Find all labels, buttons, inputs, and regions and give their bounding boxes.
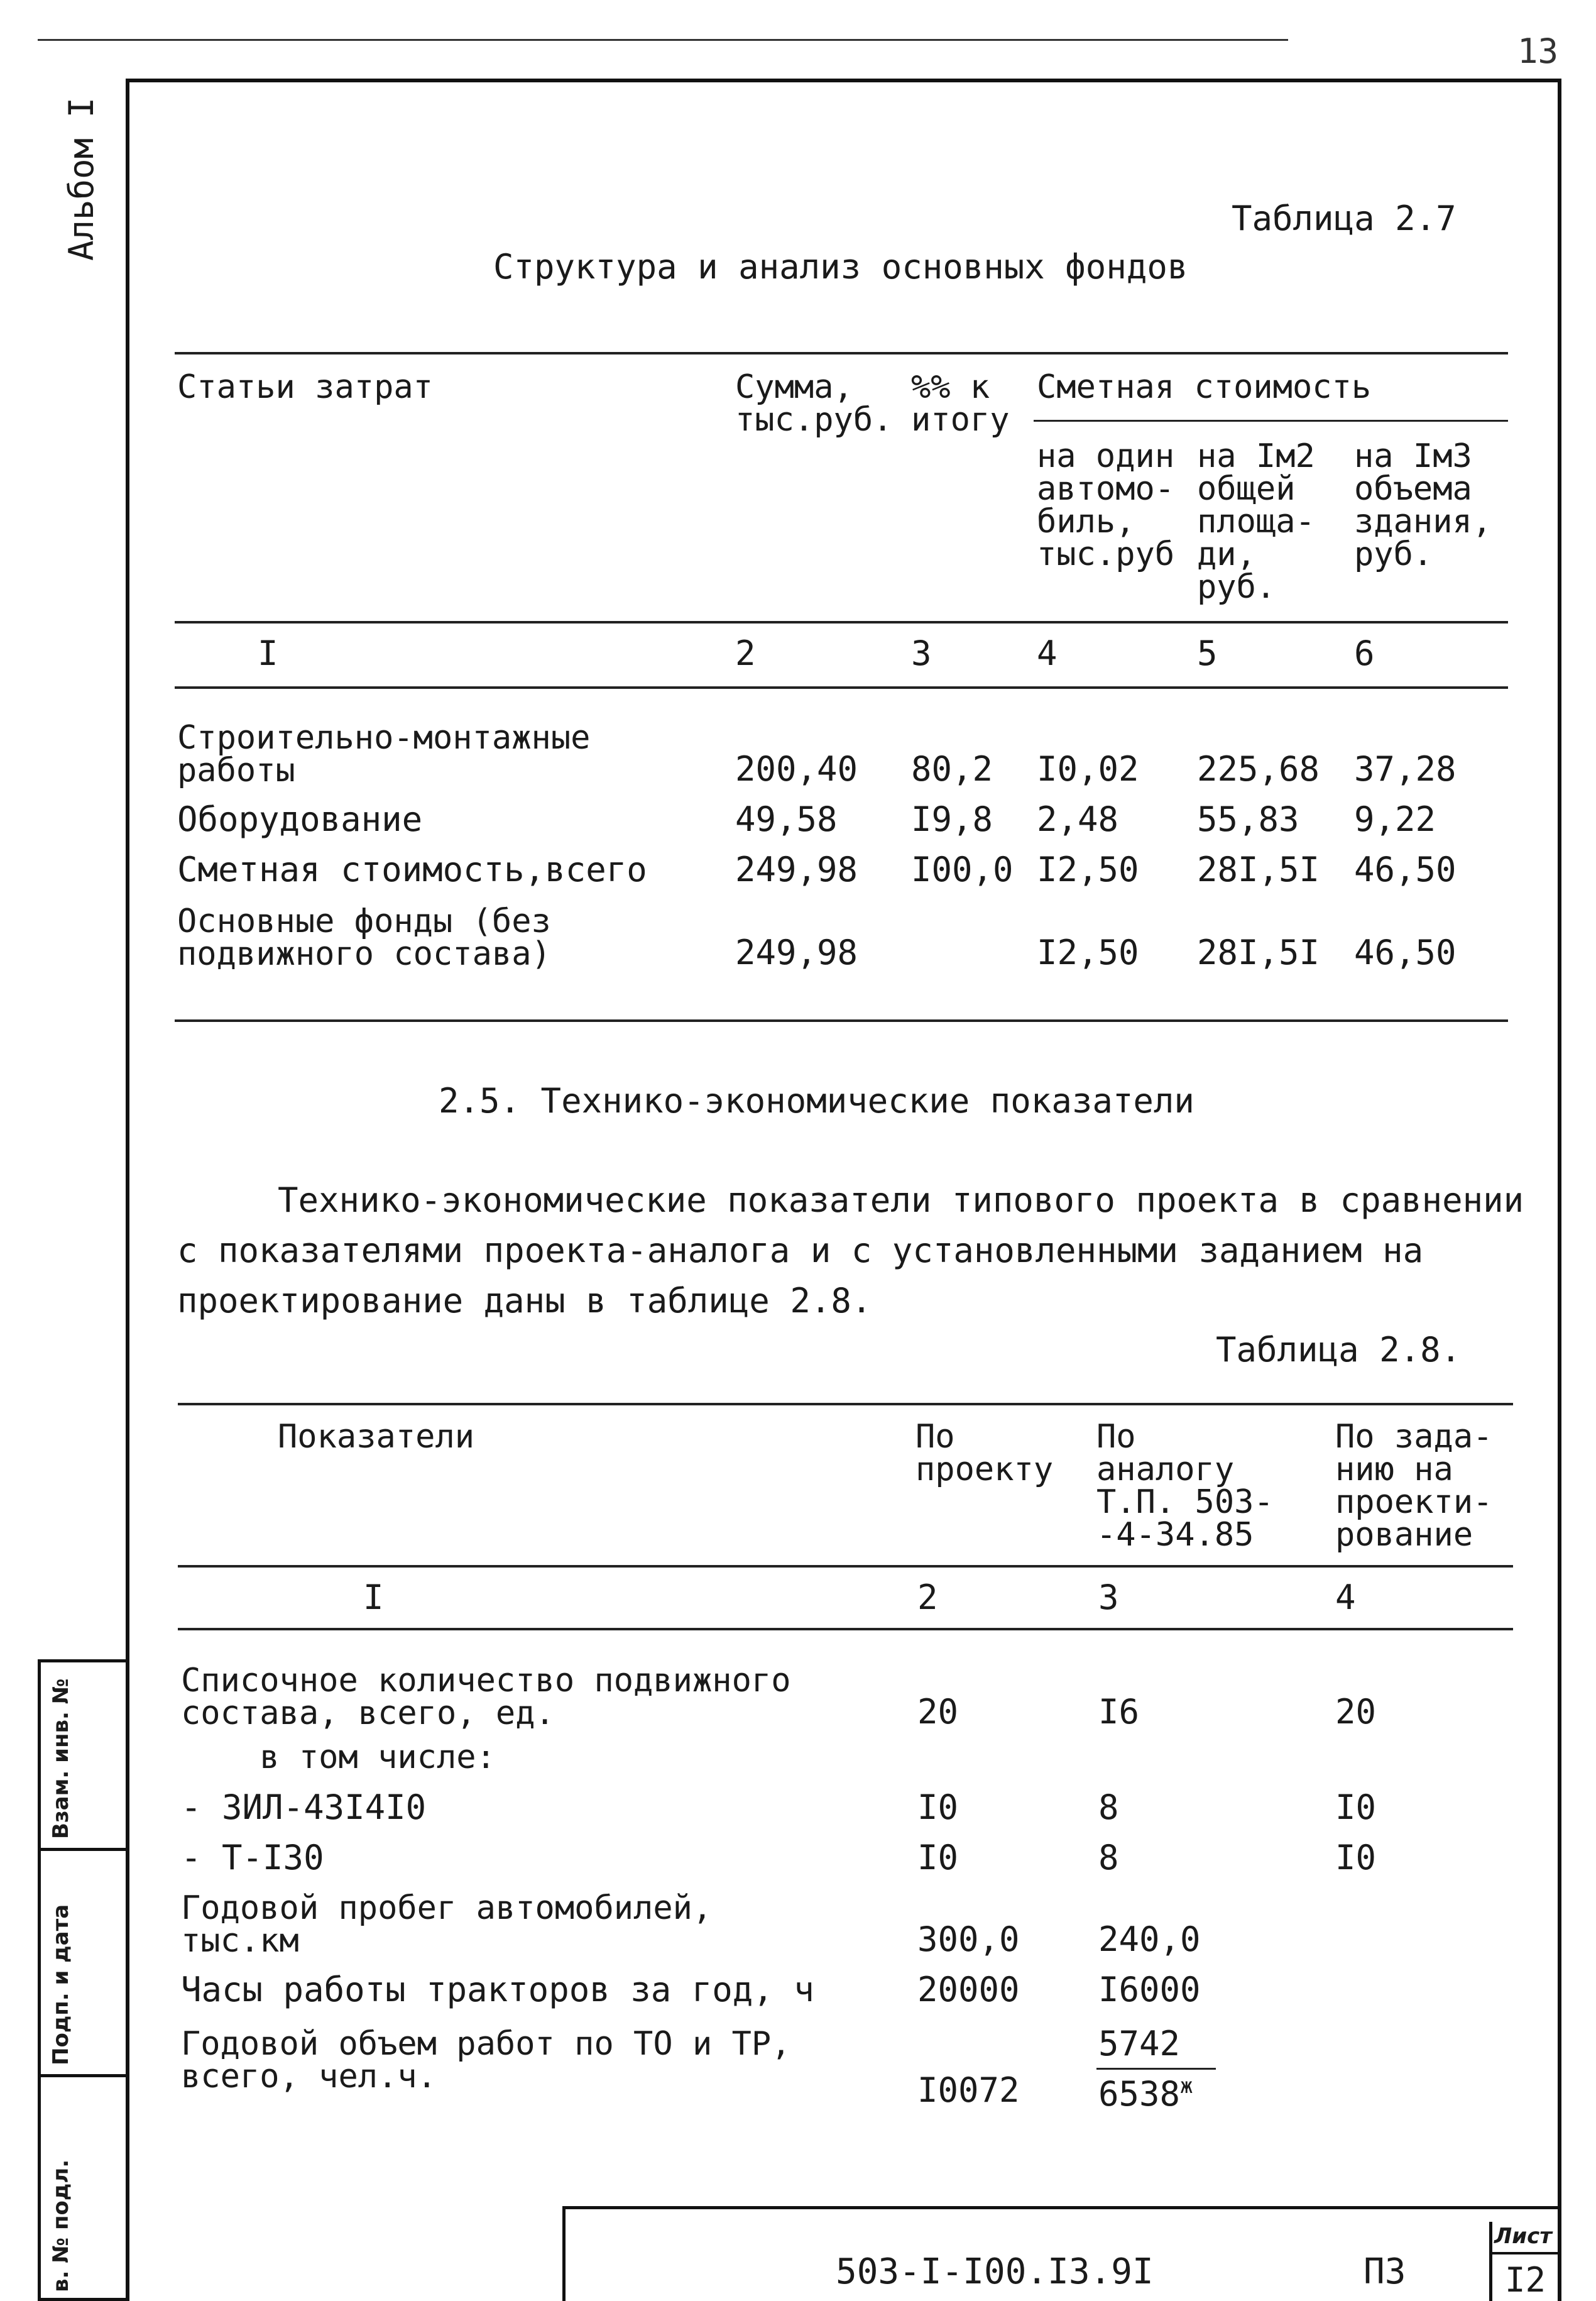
fraction-bar <box>1096 2068 1216 2070</box>
table27-cell: 28I,5I <box>1197 850 1320 889</box>
stamp-cell-original <box>41 2077 126 2301</box>
table27-title: Структура и анализ основных фондов <box>493 247 1188 287</box>
table27-cell: I2,50 <box>1037 850 1139 889</box>
stamp-label-replacement: Взам. инв. № <box>48 1678 74 1839</box>
side-stamp <box>38 1659 126 2301</box>
paragraph-line: с показателями проекта-аналога и с установленными заданием на <box>177 1231 1424 1270</box>
table-row: в том числе: <box>181 1738 496 1776</box>
table27-header-rule <box>175 621 1508 623</box>
table28-header-rule <box>178 1565 1513 1568</box>
table27-cell: 28I,5I <box>1197 933 1320 972</box>
table28-colnum-rule <box>178 1628 1513 1630</box>
stamp-label-original: в. № подл. <box>48 2159 74 2292</box>
stamp-label-signature: Подп. и дата <box>48 1904 74 2065</box>
table27-cell: 9,22 <box>1354 799 1436 839</box>
table27-header-items: Статьи затрат <box>177 368 433 406</box>
table28-header-task: По зада- нию на проекти- рование <box>1335 1418 1493 1554</box>
table28-header-indicators: Показатели <box>278 1418 475 1456</box>
table27-cell: 37,28 <box>1354 749 1457 789</box>
table28-cell: I0 <box>1335 1788 1377 1827</box>
table-row: Сметная стоимость,всего <box>177 850 647 889</box>
table27-subheader-rule <box>1034 420 1508 422</box>
table27-cell: I0,02 <box>1037 749 1139 789</box>
table27-colnum-4: 4 <box>1037 634 1058 673</box>
table27-header-per-car: на один автомо- биль, тыс.руб <box>1037 437 1175 573</box>
table28-cell: I0 <box>1335 1838 1377 1877</box>
sheet-number: I2 <box>1505 2260 1546 2300</box>
table27-colnum-1: I <box>258 634 278 673</box>
sheet-divider <box>1489 2252 1561 2254</box>
table27-header-sum: Сумма, тыс.руб. <box>735 368 893 439</box>
frame-left <box>126 79 129 2301</box>
table28-cell: I6000 <box>1098 1970 1201 2009</box>
table28-cell: 8 <box>1098 1838 1119 1877</box>
table28-header-analog: По аналогу Т.П. 503- -4-34.85 <box>1096 1418 1274 1554</box>
table-row: - Т-I30 <box>181 1838 324 1877</box>
table-row: Строительно-монтажные работы <box>177 719 591 789</box>
table27-top-rule <box>175 352 1508 354</box>
page-number: 13 <box>1517 31 1558 71</box>
table28-header-project: По проекту <box>916 1418 1054 1488</box>
table-row: - ЗИЛ-43I4I0 <box>181 1788 427 1827</box>
document-code: 503-I-I00.I3.9I <box>836 2251 1154 2292</box>
table28-caption: Таблица 2.8. <box>1216 1330 1462 1370</box>
table27-cell: 225,68 <box>1197 749 1320 789</box>
table27-cell: 46,50 <box>1354 850 1457 889</box>
frame-top <box>126 79 1561 82</box>
table-row: Годовой объем работ по ТО и ТР, всего, чел.ч. <box>181 2025 791 2095</box>
sheet-label: Лист <box>1494 2224 1552 2249</box>
table27-cell: 49,58 <box>735 799 838 839</box>
table27-cell: 249,98 <box>735 933 858 972</box>
table28-colnum-1: I <box>363 1578 384 1617</box>
document-type: ПЗ <box>1364 2251 1406 2292</box>
analog-fraction-bottom: $6538^ж$ <box>1098 2073 1193 2114</box>
top-rule <box>38 39 1288 41</box>
table27-colnum-5: 5 <box>1197 634 1218 673</box>
table27-cell: 2,48 <box>1037 799 1119 839</box>
table27-bottom-rule <box>175 1019 1508 1022</box>
table27-header-estimate: Сметная стоимость <box>1037 368 1372 406</box>
table28-cell: I0 <box>917 1838 959 1877</box>
paragraph-line: Технико-экономические показатели типового проекта в сравнении <box>278 1180 1524 1220</box>
footnote-mark: ж <box>1180 2073 1193 2099</box>
table27-cell: 55,83 <box>1197 799 1299 839</box>
table-row: Оборудование <box>177 799 423 839</box>
table27-header-per-m3: на Iм3 объема здания, руб. <box>1354 437 1492 573</box>
stamp-cell-replacement <box>41 1662 126 1851</box>
table27-caption: Таблица 2.7 <box>1232 199 1457 238</box>
table28-top-rule <box>178 1403 1513 1405</box>
table28-cell: 20 <box>917 1692 959 1732</box>
table27-cell: 249,98 <box>735 850 858 889</box>
table27-cell: I9,8 <box>911 799 993 839</box>
table28-cell: 20000 <box>917 1970 1020 2009</box>
table27-cell: I2,50 <box>1037 933 1139 972</box>
table28-cell: I0 <box>917 1788 959 1827</box>
table28-cell: 8 <box>1098 1788 1119 1827</box>
album-label: Альбом I <box>62 97 101 261</box>
table-row: Списочное количество подвижного состава, всего, ед. <box>181 1662 791 1732</box>
table27-cell: 46,50 <box>1354 933 1457 972</box>
table27-cell: 80,2 <box>911 749 993 789</box>
table28-colnum-3: 3 <box>1098 1578 1119 1617</box>
table28-colnum-4: 4 <box>1335 1578 1356 1617</box>
table27-cell: I00,0 <box>911 850 1014 889</box>
table-row: Годовой пробег автомобилей, тыс.км <box>181 1889 713 1960</box>
table28-cell: 20 <box>1335 1692 1377 1732</box>
table27-colnum-rule <box>175 686 1508 689</box>
table-row: Основные фонды (без подвижного состава) <box>177 903 551 973</box>
analog-fraction-top: 5742 <box>1098 2024 1181 2063</box>
table28-cell: 300,0 <box>917 1919 1020 1959</box>
stamp-cell-signature <box>41 1851 126 2077</box>
table27-header-per-m2: на Iм2 общей площа- ди, руб. <box>1197 437 1315 606</box>
table27-colnum-2: 2 <box>735 634 756 673</box>
frame-right <box>1558 79 1561 2301</box>
paragraph-line: проектирование даны в таблице 2.8. <box>177 1281 872 1321</box>
table28-cell: I0072 <box>917 2070 1020 2110</box>
table28-cell: 240,0 <box>1098 1919 1201 1959</box>
table27-colnum-3: 3 <box>911 634 932 673</box>
table27-colnum-6: 6 <box>1354 634 1375 673</box>
table27-header-pct: %% к итогу <box>911 368 1010 439</box>
table27-cell: 200,40 <box>735 749 858 789</box>
table28-cell: I6 <box>1098 1692 1140 1732</box>
table28-colnum-2: 2 <box>917 1578 938 1617</box>
table-row: Часы работы тракторов за год, ч <box>181 1970 814 2009</box>
section-heading: 2.5. Технико-экономические показатели <box>439 1081 1194 1121</box>
